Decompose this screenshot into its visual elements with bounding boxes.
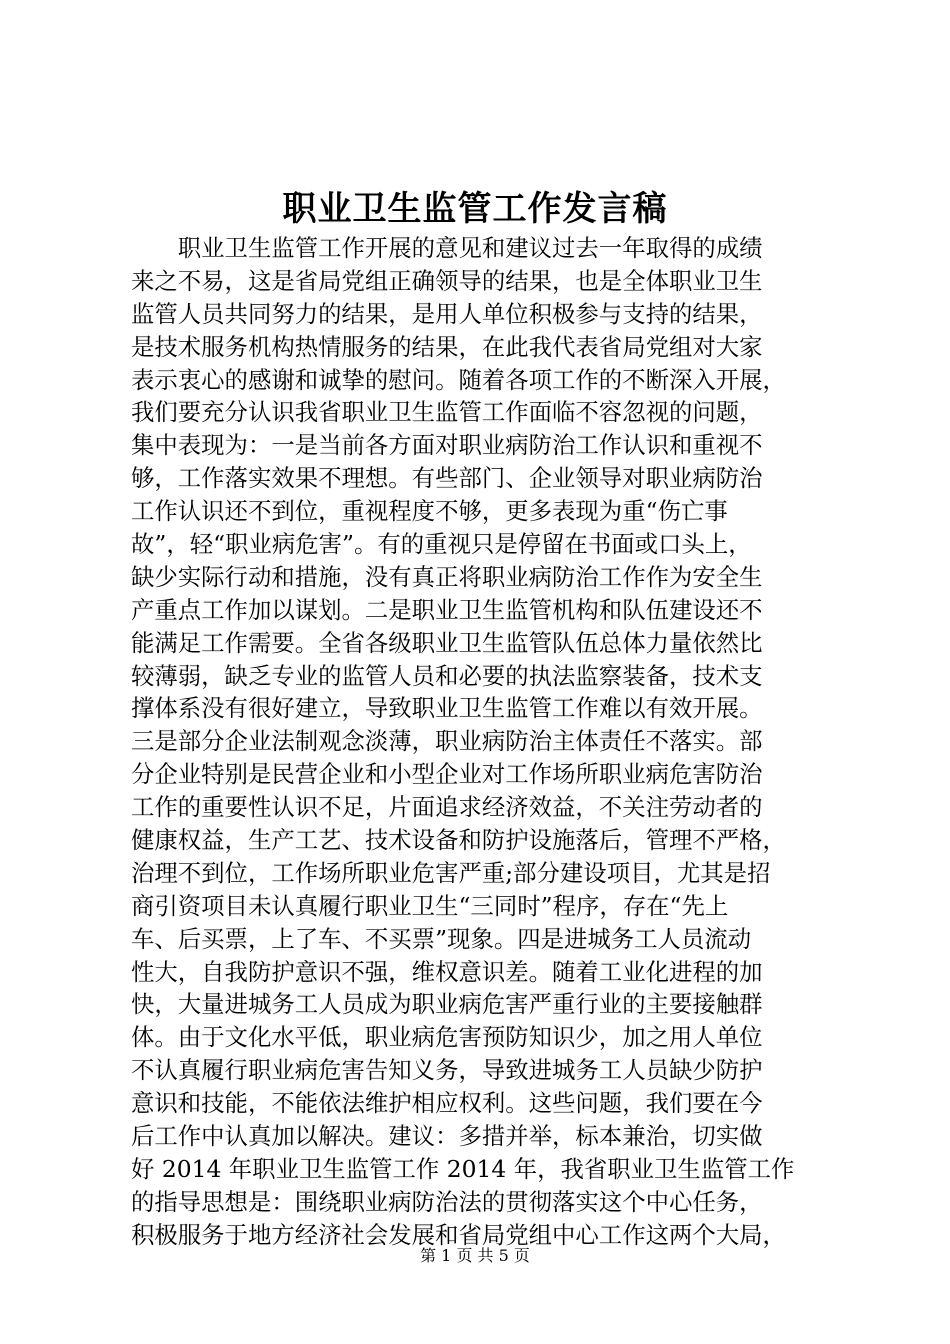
page-number-label: 第 1 页 共 5 页 <box>420 1246 530 1265</box>
body-text-line: 的指导思想是：围绕职业病防治法的贯彻落实这个中心任务， <box>131 1187 763 1216</box>
body-text-line: 三是部分企业法制观念淡薄，职业病防治主体责任不落实。部 <box>131 727 763 756</box>
body-text-line: 分企业特别是民营企业和小型企业对工作场所职业病危害防治 <box>131 760 763 789</box>
body-text-line: 故”，轻“职业病危害”。有的重视只是停留在书面或口头上， <box>131 530 752 559</box>
body-text-line: 积极服务于地方经济社会发展和省局党组中心工作这两个大局， <box>131 1220 786 1249</box>
body-text-line: 后工作中认真加以解决。建议：多措并举，标本兼治，切实做 <box>131 1122 763 1151</box>
body-text-line: 能满足工作需要。全省各级职业卫生监管队伍总体力量依然比 <box>131 628 763 657</box>
body-text-line: 健康权益，生产工艺、技术设备和防护设施落后，管理不严格， <box>131 826 786 855</box>
body-text-line: 够，工作落实效果不理想。有些部门、企业领导对职业病防治 <box>131 464 763 493</box>
document-body <box>131 232 831 1252</box>
body-text-line: 较薄弱，缺乏专业的监管人员和必要的执法监察装备，技术支 <box>131 661 763 690</box>
body-text-line: 职业卫生监管工作开展的意见和建议过去一年取得的成绩 <box>131 234 763 262</box>
body-text-line: 工作认识还不到位，重视程度不够，更多表现为重“伤亡事 <box>131 497 728 526</box>
body-text-line: 意识和技能，不能依法维护相应权利。这些问题，我们要在今 <box>131 1089 763 1118</box>
page-footer <box>0 1244 950 1268</box>
body-text-line: 工作的重要性认识不足，片面追求经济效益，不关注劳动者的 <box>131 793 763 822</box>
body-text-line: 好 2014 年职业卫生监管工作 2014 年，我省职业卫生监管工作 <box>131 1154 795 1183</box>
body-text-line: 快，大量进城务工人员成为职业病危害严重行业的主要接触群 <box>131 990 763 1019</box>
body-text-line: 监管人员共同努力的结果，是用人单位积极参与支持的结果， <box>131 299 763 328</box>
document-title: 职业卫生监管工作发言稿 <box>282 189 668 229</box>
body-text-line: 缺少实际行动和措施，没有真正将职业病防治工作作为安全生 <box>131 562 763 591</box>
body-text-line: 治理不到位，工作场所职业危害严重;部分建设项目，尤其是招 <box>131 858 771 887</box>
body-text-line: 性大，自我防护意识不强，维权意识差。随着工业化进程的加 <box>131 957 763 986</box>
body-text-line: 不认真履行职业病危害告知义务，导致进城务工人员缺少防护 <box>131 1056 763 1085</box>
body-text-line: 来之不易，这是省局党组正确领导的结果，也是全体职业卫生 <box>131 266 763 295</box>
body-text-line: 集中表现为：一是当前各方面对职业病防治工作认识和重视不 <box>131 431 763 460</box>
body-text-line: 商引资项目未认真履行职业卫生“三同时”程序，存在“先上 <box>131 891 729 920</box>
body-text-line: 是技术服务机构热情服务的结果，在此我代表省局党组对大家 <box>131 332 763 361</box>
body-text-line: 产重点工作加以谋划。二是职业卫生监管机构和队伍建设还不 <box>131 595 763 624</box>
body-text-line: 表示衷心的感谢和诚挚的慰问。随着各项工作的不断深入开展， <box>131 365 786 394</box>
body-text-line: 体。由于文化水平低，职业病危害预防知识少，加之用人单位 <box>131 1023 763 1052</box>
body-text-line: 撑体系没有很好建立，导致职业卫生监管工作难以有效开展。 <box>131 694 763 723</box>
body-text-line: 我们要充分认识我省职业卫生监管工作面临不容忽视的问题， <box>131 398 763 427</box>
body-text-line: 车、后买票，上了车、不买票”现象。四是进城务工人员流动 <box>131 924 752 953</box>
